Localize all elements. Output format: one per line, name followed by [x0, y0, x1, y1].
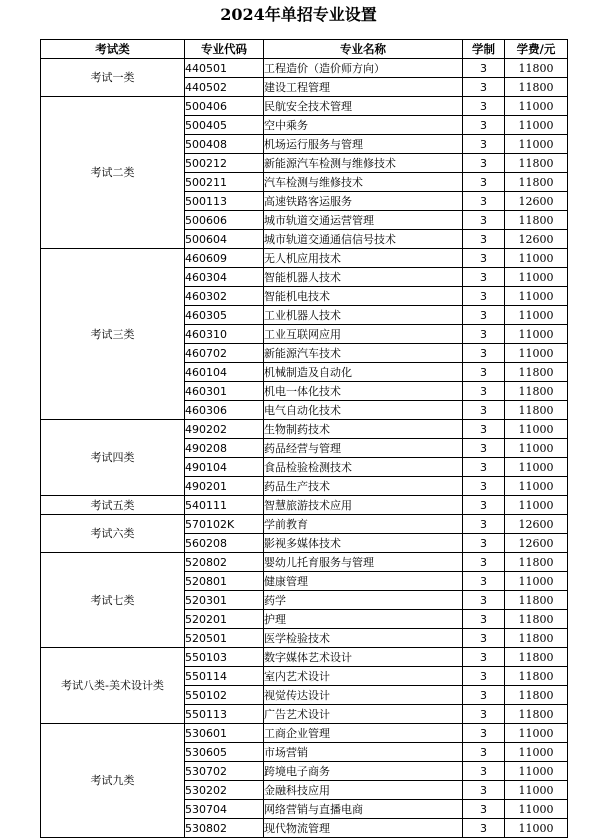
tuition-fee: 11800 [505, 363, 568, 382]
major-name: 市场营销 [264, 743, 463, 762]
duration: 3 [463, 610, 505, 629]
tuition-fee: 11800 [505, 154, 568, 173]
duration: 3 [463, 724, 505, 743]
major-name: 影视多媒体技术 [264, 534, 463, 553]
tuition-fee: 11800 [505, 553, 568, 572]
tuition-fee: 11000 [505, 800, 568, 819]
header-fee: 学费/元 [505, 40, 568, 59]
tuition-fee: 11000 [505, 420, 568, 439]
major-name: 机场运行服务与管理 [264, 135, 463, 154]
tuition-fee: 11000 [505, 268, 568, 287]
duration: 3 [463, 211, 505, 230]
tuition-fee: 12600 [505, 515, 568, 534]
major-name: 生物制药技术 [264, 420, 463, 439]
header-category: 考试类 [41, 40, 185, 59]
major-code: 520201 [185, 610, 264, 629]
major-name: 金融科技应用 [264, 781, 463, 800]
header-duration: 学制 [463, 40, 505, 59]
major-name: 护理 [264, 610, 463, 629]
tuition-fee: 11800 [505, 610, 568, 629]
table-row [41, 249, 568, 268]
duration: 3 [463, 819, 505, 838]
major-code: 500606 [185, 211, 264, 230]
duration: 3 [463, 648, 505, 667]
duration: 3 [463, 116, 505, 135]
table-row [41, 59, 568, 78]
tuition-fee: 11800 [505, 648, 568, 667]
major-code: 500604 [185, 230, 264, 249]
major-code: 460702 [185, 344, 264, 363]
major-code: 460609 [185, 249, 264, 268]
major-code: 550103 [185, 648, 264, 667]
major-code: 500406 [185, 97, 264, 116]
table-row [41, 648, 568, 667]
duration: 3 [463, 192, 505, 211]
major-code: 440502 [185, 78, 264, 97]
major-name: 机电一体化技术 [264, 382, 463, 401]
major-name: 数字媒体艺术设计 [264, 648, 463, 667]
tuition-fee: 11000 [505, 116, 568, 135]
major-code: 540111 [185, 496, 264, 515]
major-name: 空中乘务 [264, 116, 463, 135]
exam-category: 考试五类 [41, 496, 185, 515]
header-code: 专业代码 [185, 40, 264, 59]
duration: 3 [463, 268, 505, 287]
tuition-fee: 11000 [505, 572, 568, 591]
table-row [41, 515, 568, 534]
duration: 3 [463, 705, 505, 724]
major-name: 高速铁路客运服务 [264, 192, 463, 211]
header-name: 专业名称 [264, 40, 463, 59]
major-name: 网络营销与直播电商 [264, 800, 463, 819]
major-code: 490201 [185, 477, 264, 496]
duration: 3 [463, 249, 505, 268]
duration: 3 [463, 325, 505, 344]
page-title: 2024年单招专业设置 [220, 5, 377, 24]
tuition-fee: 11000 [505, 344, 568, 363]
duration: 3 [463, 629, 505, 648]
major-name: 现代物流管理 [264, 819, 463, 838]
major-name: 城市轨道交通通信信号技术 [264, 230, 463, 249]
major-name: 城市轨道交通运营管理 [264, 211, 463, 230]
major-code: 530601 [185, 724, 264, 743]
duration: 3 [463, 572, 505, 591]
major-code: 460301 [185, 382, 264, 401]
major-name: 学前教育 [264, 515, 463, 534]
tuition-fee: 11800 [505, 78, 568, 97]
tuition-fee: 11000 [505, 762, 568, 781]
major-name: 广告艺术设计 [264, 705, 463, 724]
exam-category: 考试四类 [41, 420, 185, 496]
major-name: 新能源汽车技术 [264, 344, 463, 363]
duration: 3 [463, 287, 505, 306]
duration: 3 [463, 306, 505, 325]
exam-category: 考试二类 [41, 97, 185, 249]
tuition-fee: 11800 [505, 705, 568, 724]
tuition-fee: 11000 [505, 287, 568, 306]
duration: 3 [463, 59, 505, 78]
major-name: 机械制造及自动化 [264, 363, 463, 382]
exam-category: 考试九类 [41, 724, 185, 838]
major-code: 500405 [185, 116, 264, 135]
duration: 3 [463, 97, 505, 116]
major-code: 550114 [185, 667, 264, 686]
major-name: 跨境电子商务 [264, 762, 463, 781]
major-code: 560208 [185, 534, 264, 553]
major-name: 建设工程管理 [264, 78, 463, 97]
tuition-fee: 11000 [505, 249, 568, 268]
tuition-fee: 11800 [505, 667, 568, 686]
major-name: 婴幼儿托育服务与管理 [264, 553, 463, 572]
tuition-fee: 11800 [505, 382, 568, 401]
duration: 3 [463, 401, 505, 420]
table-header-row [41, 40, 568, 59]
major-name: 视觉传达设计 [264, 686, 463, 705]
major-code: 520301 [185, 591, 264, 610]
major-name: 室内艺术设计 [264, 667, 463, 686]
duration: 3 [463, 78, 505, 97]
table-row [41, 553, 568, 572]
major-code: 500408 [185, 135, 264, 154]
major-name: 工业互联网应用 [264, 325, 463, 344]
duration: 3 [463, 458, 505, 477]
major-code: 550102 [185, 686, 264, 705]
major-code: 550113 [185, 705, 264, 724]
major-name: 汽车检测与维修技术 [264, 173, 463, 192]
duration: 3 [463, 420, 505, 439]
duration: 3 [463, 344, 505, 363]
duration: 3 [463, 781, 505, 800]
major-code: 460104 [185, 363, 264, 382]
major-name: 智能机电技术 [264, 287, 463, 306]
tuition-fee: 11800 [505, 59, 568, 78]
major-code: 570102K [185, 515, 264, 534]
duration: 3 [463, 230, 505, 249]
duration: 3 [463, 553, 505, 572]
major-name: 工商企业管理 [264, 724, 463, 743]
duration: 3 [463, 363, 505, 382]
table-row [41, 97, 568, 116]
major-name: 智慧旅游技术应用 [264, 496, 463, 515]
major-code: 460306 [185, 401, 264, 420]
tuition-fee: 12600 [505, 192, 568, 211]
major-name: 工业机器人技术 [264, 306, 463, 325]
major-name: 食品检验检测技术 [264, 458, 463, 477]
major-code: 530802 [185, 819, 264, 838]
exam-category: 考试一类 [41, 59, 185, 97]
duration: 3 [463, 477, 505, 496]
major-code: 440501 [185, 59, 264, 78]
duration: 3 [463, 439, 505, 458]
major-code: 490202 [185, 420, 264, 439]
tuition-fee: 11000 [505, 306, 568, 325]
major-code: 500211 [185, 173, 264, 192]
major-name: 健康管理 [264, 572, 463, 591]
table-row [41, 420, 568, 439]
tuition-fee: 11800 [505, 401, 568, 420]
duration: 3 [463, 762, 505, 781]
major-code: 520501 [185, 629, 264, 648]
major-code: 490104 [185, 458, 264, 477]
major-name: 医学检验技术 [264, 629, 463, 648]
major-code: 460310 [185, 325, 264, 344]
major-name: 智能机器人技术 [264, 268, 463, 287]
major-name: 新能源汽车检测与维修技术 [264, 154, 463, 173]
major-code: 460305 [185, 306, 264, 325]
duration: 3 [463, 686, 505, 705]
table-body [41, 59, 568, 838]
exam-category: 考试三类 [41, 249, 185, 420]
tuition-fee: 11000 [505, 743, 568, 762]
major-code: 490208 [185, 439, 264, 458]
tuition-fee: 11800 [505, 629, 568, 648]
tuition-fee: 11000 [505, 135, 568, 154]
major-code: 500212 [185, 154, 264, 173]
tuition-fee: 11000 [505, 496, 568, 515]
tuition-fee: 11000 [505, 325, 568, 344]
duration: 3 [463, 515, 505, 534]
duration: 3 [463, 496, 505, 515]
tuition-fee: 11000 [505, 439, 568, 458]
duration: 3 [463, 382, 505, 401]
major-code: 530605 [185, 743, 264, 762]
major-code: 520801 [185, 572, 264, 591]
duration: 3 [463, 135, 505, 154]
major-name: 药学 [264, 591, 463, 610]
duration: 3 [463, 154, 505, 173]
tuition-fee: 11800 [505, 591, 568, 610]
tuition-fee: 12600 [505, 230, 568, 249]
exam-category: 考试八类-美术设计类 [41, 648, 185, 724]
exam-category: 考试六类 [41, 515, 185, 553]
major-name: 药品经营与管理 [264, 439, 463, 458]
major-code: 530704 [185, 800, 264, 819]
major-code: 460304 [185, 268, 264, 287]
duration: 3 [463, 173, 505, 192]
duration: 3 [463, 800, 505, 819]
major-code: 530702 [185, 762, 264, 781]
major-code: 460302 [185, 287, 264, 306]
major-name: 无人机应用技术 [264, 249, 463, 268]
major-code: 530202 [185, 781, 264, 800]
tuition-fee: 11000 [505, 477, 568, 496]
tuition-fee: 11000 [505, 458, 568, 477]
tuition-fee: 11000 [505, 97, 568, 116]
tuition-fee: 11000 [505, 724, 568, 743]
tuition-fee: 11000 [505, 781, 568, 800]
exam-category: 考试七类 [41, 553, 185, 648]
major-name: 工程造价（造价师方向） [264, 59, 463, 78]
tuition-fee: 12600 [505, 534, 568, 553]
table-row [41, 724, 568, 743]
major-code: 520802 [185, 553, 264, 572]
major-name: 电气自动化技术 [264, 401, 463, 420]
tuition-fee: 11000 [505, 819, 568, 838]
duration: 3 [463, 743, 505, 762]
major-name: 药品生产技术 [264, 477, 463, 496]
major-name: 民航安全技术管理 [264, 97, 463, 116]
major-code: 500113 [185, 192, 264, 211]
tuition-fee: 11800 [505, 686, 568, 705]
duration: 3 [463, 591, 505, 610]
majors-table [40, 39, 568, 838]
duration: 3 [463, 667, 505, 686]
duration: 3 [463, 534, 505, 553]
table-row [41, 496, 568, 515]
tuition-fee: 11800 [505, 173, 568, 192]
tuition-fee: 11800 [505, 211, 568, 230]
